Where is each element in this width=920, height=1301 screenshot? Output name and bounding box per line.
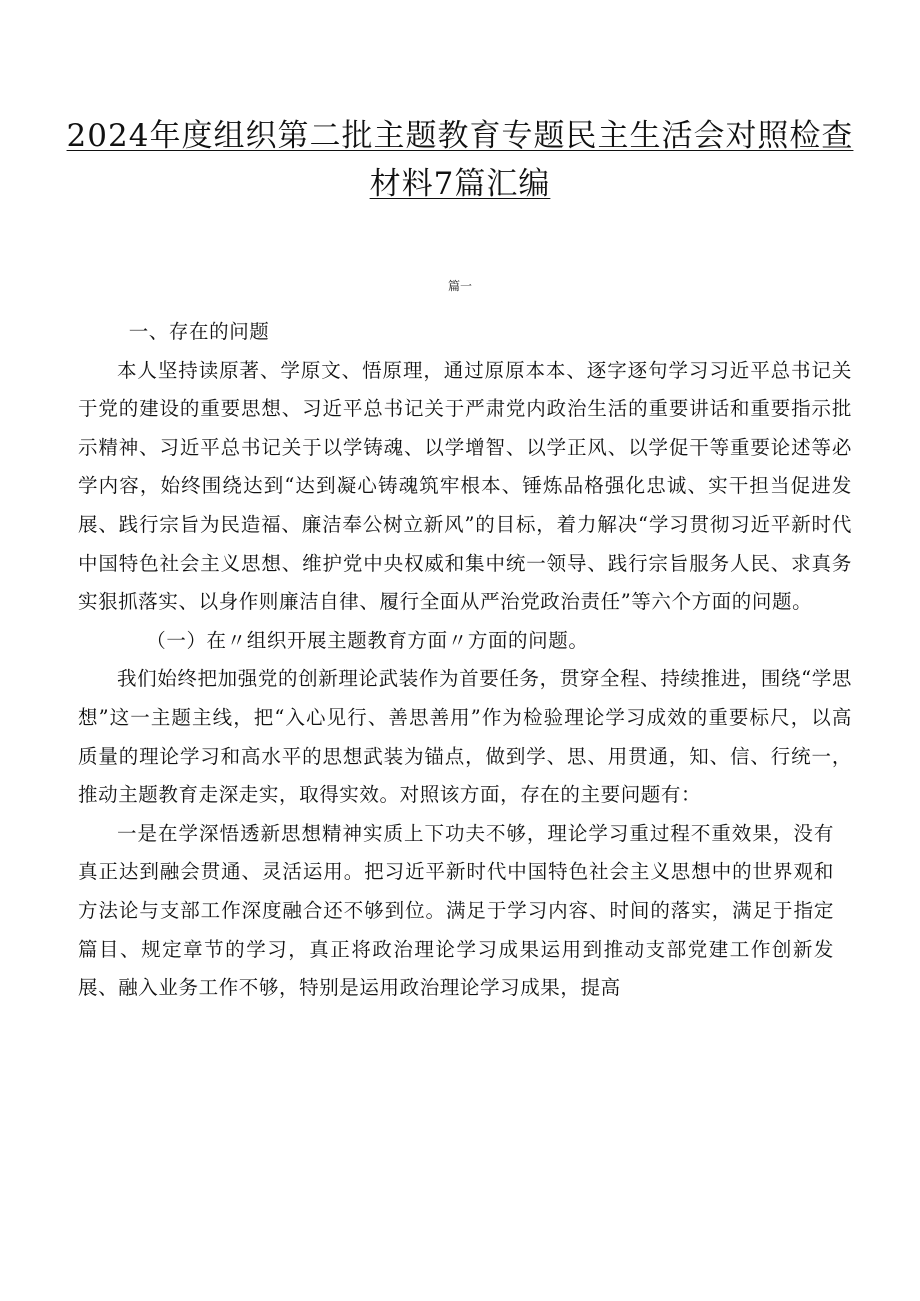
heading-existing-problems: 一、存在的问题 [128, 320, 270, 343]
section-label: 篇一 [447, 279, 472, 293]
document-title: 2024年度组织第二批主题教育专题民主生活会对照检查材料7篇汇编 [66, 118, 854, 202]
document-body [78, 313, 852, 1008]
subheading-theme-education: （一）在〃组织开展主题教育方面〃方面的问题。 [146, 628, 589, 652]
paragraph-problem-one: 一是在学深悟透新思想精神实质上下功夫不够，理论学习重过程不重效果，没有真正达到融会贯通、灵活运用。把习近平新时代中国特色社会主义思想中的世界观和方法论与支部工作深度融合还不够到位。满足于学习内容、时间的落实，满足于指定篇目、规定章节的学习，真正将政治理论学习成果运用到推动支部党建工作创新发展、融入业务工作不够，特别是运用政治理论学习成果，提高 [78, 821, 834, 1000]
paragraph-intro: 本人坚持读原著、学原文、悟原理，通过原原本本、逐字逐句学习习近平总书记关于党的建设的重要思想、习近平总书记关于严肃党内政治生活的重要讲话和重要指示批示精神、习近平总书记关于以学铸魂、以学增智、以学正风、以学促干等重要论述等必学内容，始终围绕达到“达到凝心铸魂筑牢根本、锤炼品格强化忠诚、实干担当促进发展、践行宗旨为民造福、廉洁奉公树立新风”的目标，着力解决“学习贯彻习近平新时代中国特色社会主义思想、维护党中央权威和集中统一领导、践行宗旨服务人民、求真务实狠抓落实、以身作则廉洁自律、履行全面从严治党政治责任”等六个方面的问题。 [78, 358, 852, 614]
paragraph-theory-armament: 我们始终把加强党的创新理论武装作为首要任务，贯穿全程、持续推进，围绕“学思想”这一主题主线，把“入心见行、善思善用”作为检验理论学习成效的重要标尺，以高质量的理论学习和高水平的思想武装为锚点，做到学、思、用贯通，知、信、行统一，推动主题教育走深走实，取得实效。对照该方面，存在的主要问题有： [78, 667, 852, 807]
